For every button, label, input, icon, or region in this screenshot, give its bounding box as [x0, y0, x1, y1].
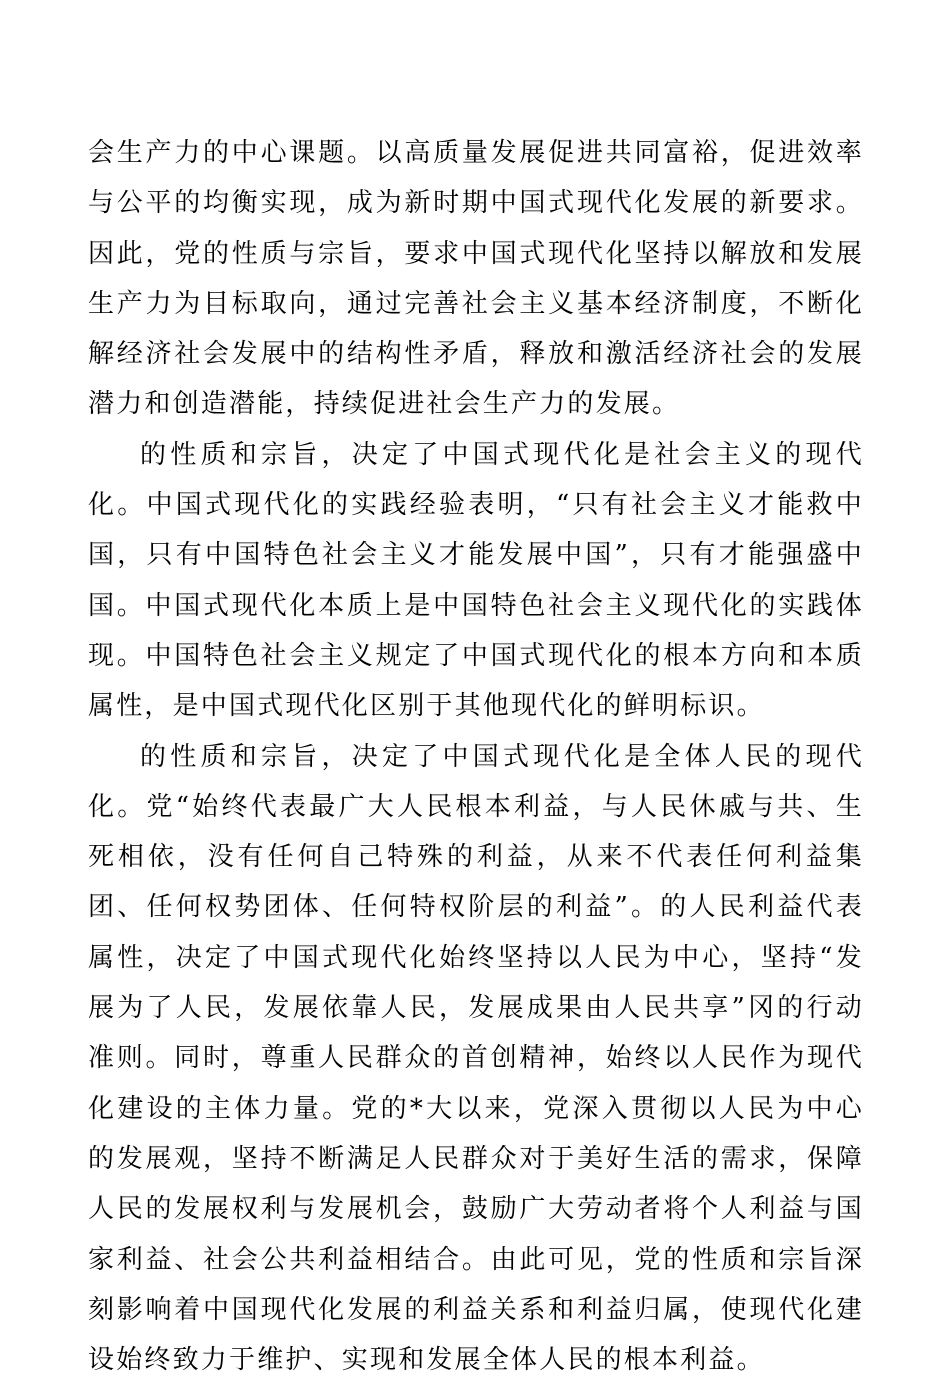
paragraph-1: 会生产力的中心课题。以高质量发展促进共同富裕，促进效率与公平的均衡实现，成为新时期中国式现代化发展的新要求。因此，党的性质与宗旨，要求中国式现代化坚持以解放和发展生产力为目标取向，通过完善社会主义基本经济制度，不断化解经济社会发展中的结构性矛盾，释放和激活经济社会的发展潜力和创造潜能，持续促进社会生产力的发展。 — [88, 138, 864, 420]
document-body — [88, 128, 864, 1385]
paragraph-2: 的性质和宗旨，决定了中国式现代化是社会主义的现代化。中国式现代化的实践经验表明，“只有社会主义才能救中国，只有中国特色社会主义才能发展中国”，只有才能强盛中国。中国式现代化本质上是中国特色社会主义现代化的实践体现。中国特色社会主义规定了中国式现代化的根本方向和本质属性，是中国式现代化区别于其他现代化的鲜明标识。 — [88, 439, 864, 722]
paragraph-3: 的性质和宗旨，决定了中国式现代化是全体人民的现代化。党“始终代表最广大人民根本利益，与人民休戚与共、生死相依，没有任何自己特殊的利益，从来不代表任何利益集团、任何权势团体、任何特权阶层的利益”。的人民利益代表属性，决定了中国式现代化始终坚持以人民为中心，坚持“发展为了人民，发展依靠人民，发展成果由人民共享”冈的行动准则。同时，尊重人民群众的首创精神，始终以人民作为现代化建设的主体力量。党的*大以来，党深入贯彻以人民为中心的发展观，坚持不断满足人民群众对于美好生活的需求，保障人民的发展权利与发展机会，鼓励广大劳动者将个人利益与国家利益、社会公共利益相结合。由此可见，党的性质和宗旨深刻影响着中国现代化发展的利益关系和利益归属，使现代化建设始终致力于维护、实现和发展全体人民的根本利益。 — [88, 741, 864, 1376]
